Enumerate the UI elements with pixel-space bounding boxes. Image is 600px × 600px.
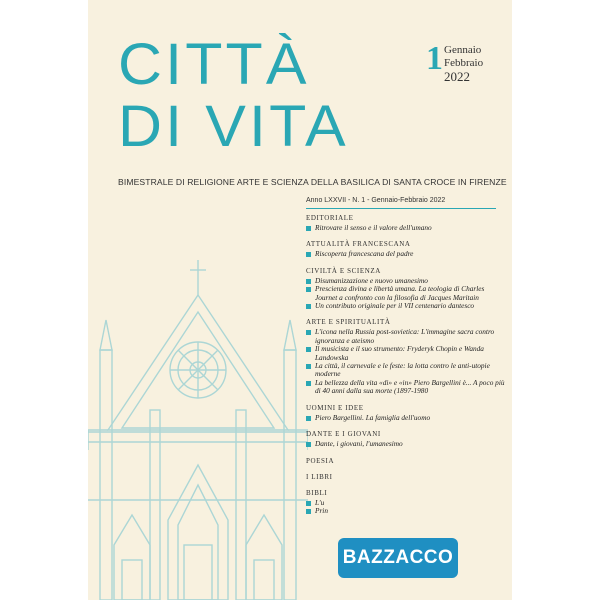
toc-section-title: POESIA: [306, 456, 335, 465]
toc-article[interactable]: Prescienza divina e libertà umana. La teologia di Charles Journet a confronto con la filosofia di Jacques Maritain: [306, 285, 506, 302]
toc-section-title: I LIBRI: [306, 472, 333, 481]
toc-section: [306, 240, 506, 258]
toc-article[interactable]: Prin: [306, 507, 506, 515]
toc-article[interactable]: L'icona nella Russia post-sovietica: L'immagine sacra contro ignoranza e ateismo: [306, 328, 506, 345]
issue-meta: Anno LXXVII - N. 1 - Gennaio-Febbraio 2022: [306, 197, 446, 204]
toc-section: [306, 489, 506, 516]
toc-article[interactable]: Piero Bargellini. La famiglia dell'uomo: [306, 414, 506, 422]
toc-section: [306, 214, 506, 232]
toc-section-title: UOMINI E IDEE: [306, 403, 364, 412]
toc-article[interactable]: Il musicista e il suo strumento: Fryderyk Chopin e Wanda Landowska: [306, 345, 506, 362]
toc-section-title: ARTE E SPIRITUALITÀ: [306, 318, 391, 327]
toc-article[interactable]: Dante, i giovani, l'umanesimo: [306, 440, 506, 448]
toc-article[interactable]: Un contributo originale per il VII centenario dantesco: [306, 302, 506, 310]
toc-section-title: EDITORIALE: [306, 214, 354, 222]
toc-section: [306, 430, 506, 448]
magazine-subtitle: BIMESTRALE DI RELIGIONE ARTE E SCIENZA DELLA BASILICA DI SANTA CROCE IN FIRENZE: [118, 177, 507, 187]
toc-section: [306, 318, 506, 395]
issue-year: 2022: [444, 69, 470, 84]
toc-article[interactable]: La città, il carnevale e le feste: la lotta contro le anti-utopie moderne: [306, 362, 506, 379]
toc-section-title: DANTE E I GIOVANI: [306, 430, 381, 439]
magazine-cover: [88, 0, 512, 600]
toc-article[interactable]: L'u: [306, 499, 506, 507]
magazine-title-line1: CITTÀ: [118, 32, 310, 97]
toc-article[interactable]: Ritrovare il senso e il valore dell'umano: [306, 224, 506, 232]
table-of-contents: [306, 214, 506, 515]
issue-months: Gennaio Febbraio: [444, 44, 484, 70]
toc-section-title: CIVILTÀ E SCIENZA: [306, 266, 381, 275]
toc-article[interactable]: Disumanizzazione e nuovo umanesimo: [306, 277, 506, 285]
toc-section: [306, 457, 506, 465]
toc-section: [306, 404, 506, 422]
toc-section: [306, 473, 506, 481]
church-facade-illustration: [88, 200, 308, 600]
divider: [306, 208, 496, 209]
toc-article[interactable]: La bellezza della vita «di» e «in» Piero Bargellini è... A poco più di 40 anni dalla sua morte (1897-1980: [306, 379, 506, 396]
magazine-title-line2: DI VITA: [118, 94, 349, 159]
toc-article[interactable]: Riscoperta francescana del padre: [306, 250, 506, 258]
toc-section-title: BIBLI: [306, 488, 328, 497]
issue-number: 1: [426, 40, 443, 77]
publisher-badge[interactable]: BAZZACCO: [338, 538, 458, 578]
toc-section-title: ATTUALITÀ FRANCESCANA: [306, 240, 411, 249]
toc-section: [306, 267, 506, 311]
